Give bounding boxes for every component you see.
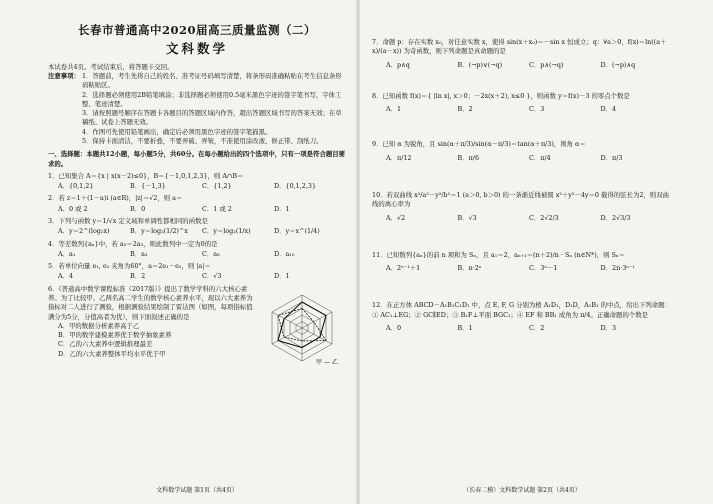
right-footer: （长春二模）文科数学试题 第2页（共4页） [463, 487, 581, 495]
radar-axis [272, 312, 302, 328]
options-row [372, 214, 672, 223]
section-heading: 一、选择题：本题共12小题，每小题5分，共60分。在每小题给出的四个选项中，只有一项是符合题目要求的。 [48, 150, 346, 168]
question-stem: 6．《普通高中数学课程标准（2017版）》提出了数学学科的六大核心素养。为了比较甲、乙两名高二学生的数学核心素养水平，现以六大素养为指标对二人进行了测验，根据测验结果绘制了雷达图（如图，每项指标值满分为5分，分值高者为优），则下面叙述正确的是 [48, 284, 253, 321]
option-b: B．甲的数学建模素养优于数学抽象素养 [58, 331, 172, 340]
options-row [48, 205, 346, 214]
radar-axis [272, 328, 302, 344]
question-stem: 10．若双曲线 x²/a²－y²/b²＝1 (a＞0, b＞0) 的一条渐近线被圆 x²＋y²－4y＝0 截得的弦长为2，则双曲线的离心率为 [372, 190, 669, 209]
option-a: A．y＝2^(log₂x) [58, 227, 110, 236]
option-a: A．{0,1,2} [58, 182, 94, 191]
option-c: C．p∧(¬q) [529, 60, 564, 69]
options-row [48, 250, 346, 259]
option-d: D．(¬p)∧q [600, 60, 636, 69]
question-6 [48, 284, 346, 365]
option-c: C．√3 [202, 272, 222, 281]
option-b: B．1 [457, 323, 473, 332]
option-d: D．1 [274, 272, 290, 281]
option-b: B．a₃ [130, 249, 148, 258]
question-2 [48, 194, 346, 214]
options-row [372, 154, 672, 163]
exam-subject: 文科数学 [165, 40, 228, 56]
question-9 [372, 140, 672, 163]
option-a: A．a₁ [58, 249, 76, 258]
option-b: B．{－1,3} [130, 182, 166, 191]
notice-item: 1．答题前，考生先将自己的姓名、准考证号码填写清楚，将条形码准确粘贴在考生信息条形码粘贴区。 [81, 72, 342, 90]
question-stem: 11．已知数列{aₙ}的前 n 项和为 Sₙ，且 a₁＝2，aₙ₊₁＝(n＋2)/n · Sₙ (n∈N*)，则 Sₙ＝ [372, 250, 626, 259]
option-c: C．3 [529, 105, 545, 114]
options-row [372, 61, 672, 70]
option-c: C．1 或 2 [202, 204, 232, 213]
option-c: C．2√2/3 [529, 213, 559, 222]
question-7 [372, 38, 672, 70]
radar-legend: 甲 — 乙 [316, 358, 338, 365]
option-d: D．{0,1,2,3} [274, 182, 317, 191]
option-a: A．π/12 [386, 153, 412, 162]
question-stem: 5．若单位向量 e₁, e₂ 夹角为60°，a＝2e₁－e₂，则 |a|＝ [48, 262, 211, 271]
option-d: D．3 [600, 323, 617, 332]
option-c: C．a₈ [202, 249, 220, 258]
option-b: B．y＝log₂(1/2)^x [130, 227, 188, 236]
option-b: B．n·2ⁿ [457, 264, 482, 273]
option-b: B．(¬p)∨(¬q) [457, 60, 503, 69]
option-a: A．p∧q [386, 60, 410, 69]
option-a: A．0 或 2 [58, 204, 88, 213]
option-a: A．2ⁿ⁻¹＋1 [386, 264, 421, 273]
question-stem: 3．下列与函数 y＝1/√x 定义域和单调性都相同的函数是 [48, 217, 208, 226]
option-d: D．2√3/3 [600, 213, 631, 222]
notice-item: 2．选择题必须使用2B铅笔填涂；非选择题必须使用0.5毫米黑色字迹的签字笔书写，字体工整、笔迹清楚。 [81, 90, 342, 108]
question-stem: 8．已知函数 f(x)＝{ |ln x|, x＞0；－2x(x＋2), x≤0 }，则函数 y＝f(x)－3 的零点个数是 [372, 91, 630, 100]
options-row [48, 227, 346, 236]
options-row [48, 182, 346, 191]
option-c: C．3ⁿ－1 [529, 264, 558, 273]
question-5 [48, 262, 346, 282]
notice-label: 注意事项： [48, 72, 80, 81]
question-stem: 2．若 z＝1＋(1－a)i (a∈R)，|z|＝√2，则 a＝ [48, 194, 183, 203]
page-gutter [356, 0, 360, 504]
option-c: C．2 [529, 323, 545, 332]
option-d: D．a₁₀ [274, 249, 295, 258]
option-b: B．√3 [457, 213, 477, 222]
question-11 [372, 251, 672, 274]
exam-title: 长春市普通高中2020届高三质量监测（二） [77, 23, 316, 37]
option-c: C．π/4 [529, 153, 551, 162]
left-footer: 文科数学试题 第1页（共4页） [156, 487, 238, 495]
option-d: D．y＝x^(1/4) [274, 227, 320, 236]
option-a: A．0 [386, 323, 402, 332]
question-stem: 12．在正方体 ABCD－A₁B₁C₁D₁ 中，点 E, F, G 分别为棱 A₁D₁，D₁D，A₁B₁ 的中点，给出下列命题：① AC₁⊥EG；② GC∥ED；③ B₁F⊥平面 BGC₁；④ EF 和 BB₁ 成角为 π/4。正确命题的个数是 [372, 301, 671, 319]
notice-block [48, 72, 346, 146]
question-stem: 9．已知 α 为锐角，且 sin(α＋π/3)/sin(α－π/3)＝tan(α＋π/3)，则角 α＝ [372, 140, 586, 149]
question-10 [372, 191, 672, 223]
option-c: C．{1,2} [202, 182, 232, 191]
notice-item: 4．作图可先使用铅笔画出，确定后必须用黑色字迹的签字笔描黑。 [81, 127, 272, 136]
radar-axis [302, 328, 332, 344]
question-8 [372, 92, 672, 115]
option-d: D．4 [600, 105, 617, 114]
option-b: B．π/6 [457, 153, 480, 162]
question-1 [48, 172, 346, 192]
notice-list [82, 72, 346, 146]
option-a: A．1 [386, 105, 402, 114]
radar-axis [302, 312, 332, 328]
question-stem: 4．等差数列{aₙ}中，若 a₅＝2a₃，则此数列中一定为0的是 [48, 239, 218, 248]
question-4 [48, 240, 346, 260]
option-a: A．甲的数据分析素养高于乙 [58, 321, 140, 330]
option-d: D．2n·3ⁿ⁻¹ [600, 264, 635, 273]
option-c: C．乙的六大素养中逻辑推理最差 [58, 340, 153, 349]
options-row [372, 324, 672, 333]
notice-item: 3．请按照题号顺序在答题卡各题目的答题区域内作答，超出答题区域书写的答案无效；在草稿纸、试卷上答题无效。 [81, 109, 342, 127]
options-row [372, 264, 672, 273]
option-b: B．0 [130, 204, 146, 213]
question-stem: 1．已知集合 A＝{x | x(x－2)≤0}，B＝{－1,0,1,2,3}，则 A∩B＝ [48, 171, 244, 180]
option-a: A．4 [58, 272, 74, 281]
notice-item: 5．保持卡面清洁，不要折叠，不要弄破、弄皱，不准使用涂改液、修正带、刮纸刀。 [81, 137, 323, 146]
question-3 [48, 217, 346, 237]
option-b: B．2 [130, 272, 146, 281]
options-row [48, 272, 346, 281]
question-stem: 7．命题 p：存在实数 x₀，对任意实数 x，使得 sin(x＋x₀)＝－sin x 恒成立；q：∀a＞0，f(x)＝ln((a＋x)/(a－x)) 为奇函数，则下列命题是真命题的是 [372, 38, 667, 56]
option-a: A．√2 [386, 213, 406, 222]
right-page [372, 8, 672, 496]
option-d: D．π/3 [600, 153, 623, 162]
option-b: B．2 [457, 105, 473, 114]
left-page [48, 8, 346, 496]
intro-text: 本试卷共4页。考试结束后，将答题卡交回。 [48, 62, 174, 71]
option-d: D．乙的六大素养整体平均水平优于甲 [58, 349, 166, 358]
option-c: C．y＝log₂(1/x) [202, 227, 251, 236]
options-row [372, 105, 672, 114]
question-12 [372, 301, 672, 333]
option-d: D．1 [274, 204, 290, 213]
radar-chart-figure [258, 289, 346, 365]
